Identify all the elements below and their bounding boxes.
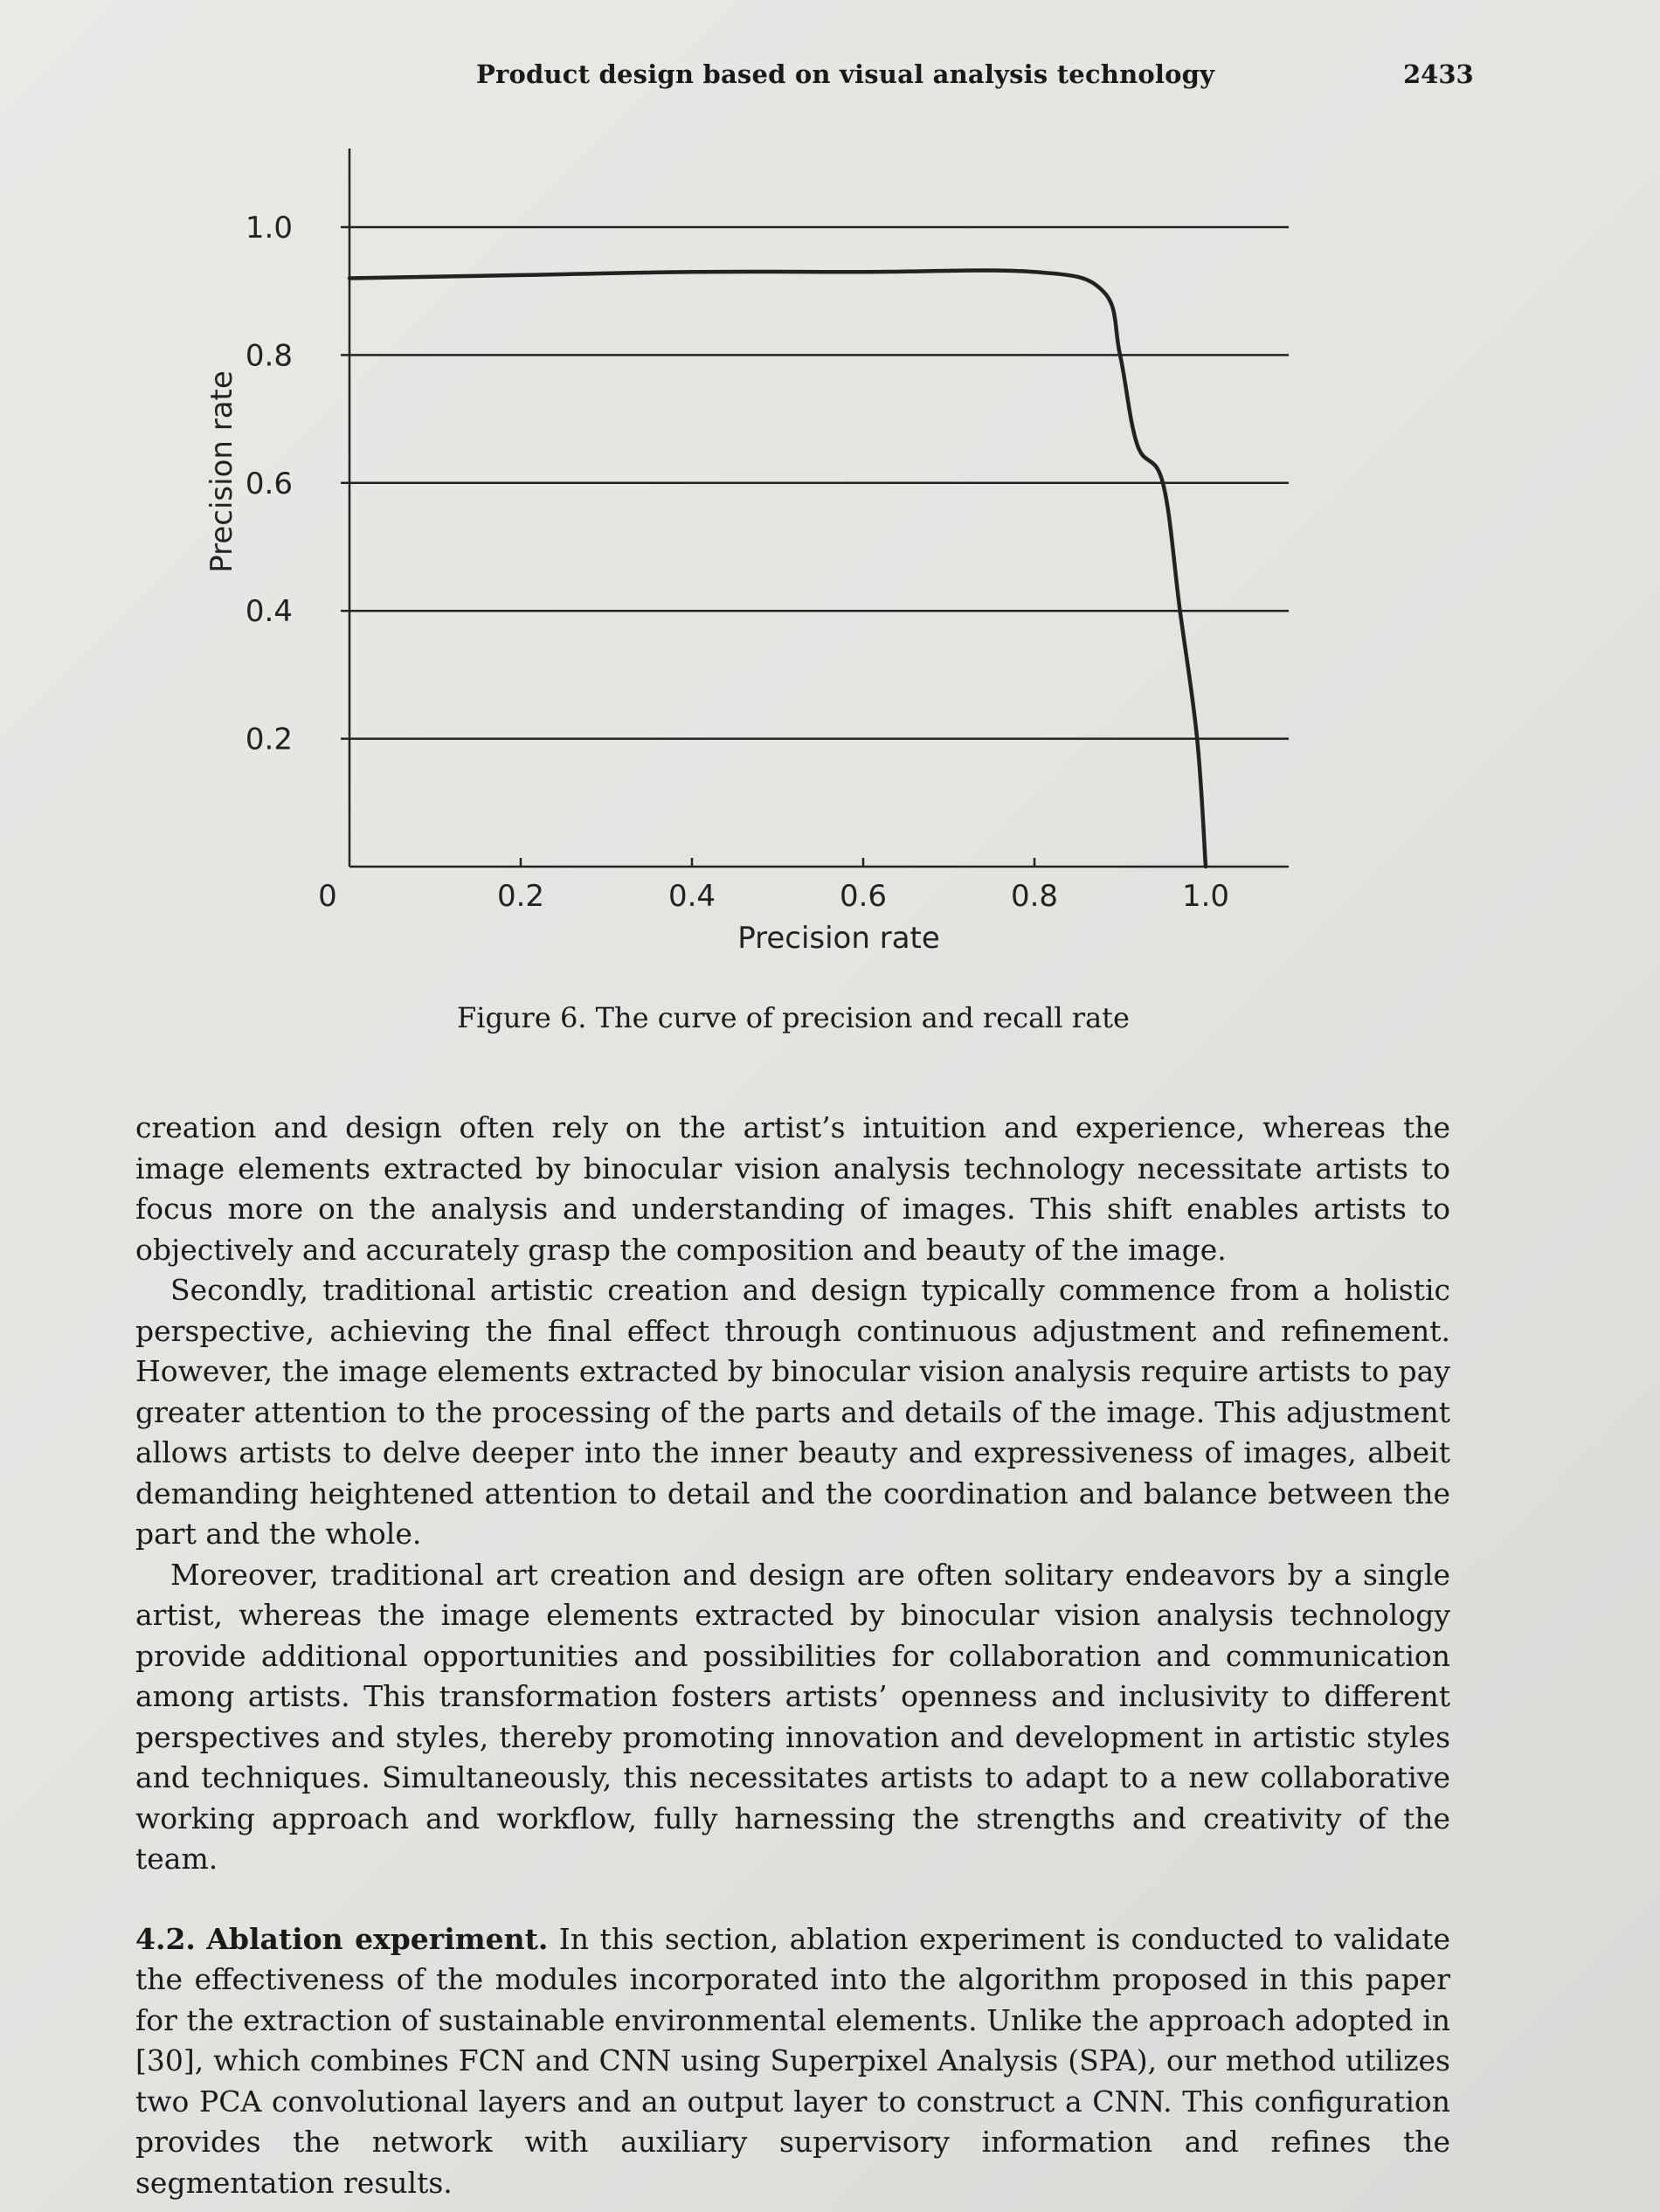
y-axis-label: Precision rate xyxy=(204,370,239,573)
y-tick-label: 1.0 xyxy=(245,211,293,245)
grid-lines xyxy=(341,227,1289,739)
x-tick-label: 0.4 xyxy=(667,879,716,914)
y-tick-labels xyxy=(246,211,293,757)
x-tick-label: 1.0 xyxy=(1181,879,1230,914)
y-tick-label: 0.8 xyxy=(245,338,293,374)
paragraph-3: Moreover, traditional art creation and design are often solitary endeavors by a single artist, whereas the image elements extracted by binocular vision analysis technology provide additional opportunities and possibilities for collaboration and communication among artists. This transformation fosters artists’ openness and inclusivity to different perspectives and styles, thereby promoting innovation and development in artistic styles and techniques. Simultaneously, this necessitates artists to adapt to a new collaborative working approach and workflow, fully harnessing the strengths and creativity of the team. xyxy=(135,1557,1450,1876)
x-tick-label: 0.2 xyxy=(496,879,545,914)
section-number: 4.2. xyxy=(135,1921,196,1956)
figure-caption: Figure 6. The curve of precision and recall rate xyxy=(457,1001,1130,1034)
x-tick-label: 0.6 xyxy=(839,879,888,914)
precision-recall-chart xyxy=(0,0,1660,1005)
section-4-2 xyxy=(135,1919,1450,2204)
body-text xyxy=(135,1108,1450,2203)
running-title: Product design based on visual analysis technology xyxy=(476,59,1215,89)
page-number: 2433 xyxy=(1403,59,1474,89)
y-tick-label: 0.4 xyxy=(245,594,293,630)
paragraph-1: creation and design often rely on the artist’s intuition and experience, whereas the image elements extracted by binocular vision analysis technology necessitate artists to focus more on the analysis and understanding of images. This shift enables artists to objectively and accurately grasp the composition and beauty of the image. xyxy=(135,1110,1450,1267)
precision-recall-curve xyxy=(349,270,1206,867)
y-tick-label: 0.6 xyxy=(245,466,293,501)
y-tick-label: 0.2 xyxy=(245,722,293,757)
x-axis-label: Precision rate xyxy=(737,921,940,956)
x-tick-label: 0 xyxy=(318,879,337,914)
paragraph-2: Secondly, traditional artistic creation and design typically commence from a holistic perspective, achieving the final effect through continuous adjustment and refinement. However, the image elements extracted by binocular vision analysis require artists to pay greater attention to the processing of the parts and details of the image. This adjustment allows artists to delve deeper into the inner beauty and expressiveness of images, albeit demanding heightened attention to detail and the coordination and balance between the part and the whole. xyxy=(135,1273,1450,1551)
section-title: Ablation experiment. xyxy=(206,1921,549,1956)
x-tick-label: 0.8 xyxy=(1010,879,1059,914)
section-text: In this section, ablation experiment is conducted to validate the effectiveness of the modules incorporated into the algorithm proposed in this paper for the extraction of sustainable environmental elements. Unlike the approach adopted in [30], which combines FCN and CNN using Superpixel Analysis (SPA), our method utilizes two PCA convolutional layers and an output layer to construct a CNN. This configuration provides the network with auxiliary supervisory information and refines the segmentation results. xyxy=(135,1921,1450,2200)
